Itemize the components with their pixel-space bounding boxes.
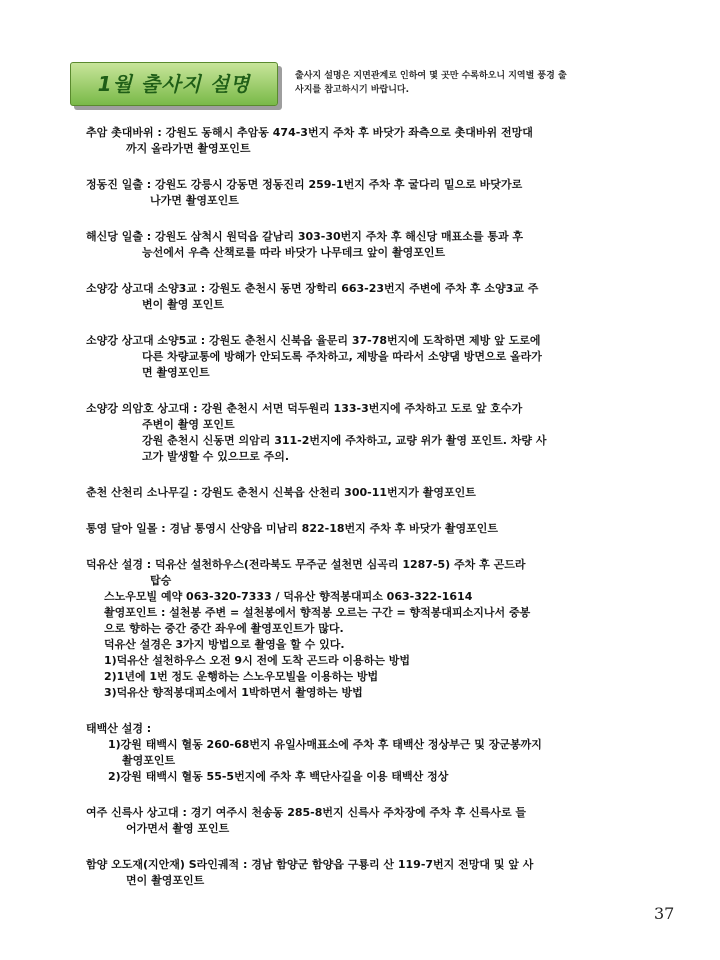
intro-note [295,69,655,97]
entry-line: 면 촬영포인트 [142,366,210,379]
entry-line: 능선에서 우측 산책로를 따라 바닷가 나무데크 앞이 촬영포인트 [142,246,446,259]
entry-line: 소양강 상고대 소양5교 : 강원도 춘천시 신북읍 율문리 37-78번지에 도착하면 제방 앞 도로에 [86,334,541,347]
entry-line: 까지 올라가면 촬영포인트 [126,142,251,155]
entry-line: 춘천 산천리 소나무길 : 강원도 춘천시 신북읍 산천리 300-11번지가 촬영포인트 [86,486,476,499]
entry-tongyeong [86,521,646,537]
entry-line: 2)강원 태백시 혈동 55-5번지에 주차 후 백단사길을 이용 태백산 정상 [108,770,449,783]
entry-line: 촬영포인트 [122,754,176,767]
entry-line: 추암 촛대바위 : 강원도 동해시 추암동 474-3번지 주차 후 바닷가 좌측으로 촛대바위 전망대 [86,126,533,139]
entry-line: 나가면 촬영포인트 [150,194,239,207]
entry-deogyusan [86,557,646,701]
entry-line: 2)1년에 1번 정도 운행하는 스노우모빌을 이용하는 방법 [104,670,379,683]
entry-line: 통영 달아 일몰 : 경남 통영시 산양읍 미남리 822-18번지 주차 후 바닷가 촬영포인트 [86,522,498,535]
entry-line: 1)덕유산 설천하우스 오전 9시 전에 도착 곤드라 이용하는 방법 [104,654,410,667]
entry-line: 소양강 상고대 소양3교 : 강원도 춘천시 동면 장학리 663-23번지 주변에 주차 후 소양3교 주 [86,282,539,295]
entry-line: 스노우모빌 예약 063-320-7333 / 덕유산 향적봉대피소 063-322-1614 [104,590,473,603]
entry-soyang3 [86,281,646,313]
entry-line: 1)강원 태백시 혈동 260-68번지 유일사매표소에 주차 후 태백산 정상부근 및 장군봉까지 [108,738,542,751]
entry-line: 촬영포인트 : 설천봉 주변 = 설천봉에서 향적봉 오르는 구간 = 향적봉대피소지나서 중봉 [104,606,531,619]
location-list [86,125,646,909]
entry-sancheonri [86,485,646,501]
entry-line: 3)덕유산 향적봉대피소에서 1박하면서 촬영하는 방법 [104,686,363,699]
banner-title: 1월 출사지 설명 [97,72,251,96]
title-banner [70,62,278,106]
entry-line: 주변이 촬영 포인트 [142,418,235,431]
entry-line: 탑승 [150,574,172,587]
entry-line: 태백산 설경 : [86,722,152,735]
entry-line: 면이 촬영포인트 [126,874,205,887]
entry-line: 변이 촬영 포인트 [142,298,225,311]
entry-silleuksa [86,805,646,837]
entry-chuam [86,125,646,157]
entry-line: 어가면서 촬영 포인트 [126,822,230,835]
entry-haesindang [86,229,646,261]
entry-line: 고가 발생할 수 있으므로 주의. [142,450,290,463]
entry-line: 해신당 일출 : 강원도 삼척시 원덕읍 갈남리 303-30번지 주차 후 해신당 매표소를 통과 후 [86,230,524,243]
entry-line: 강원 춘천시 신동면 의암리 311-2번지에 주차하고, 교량 위가 촬영 포인트. 차량 사 [142,434,547,447]
entry-line: 소양강 의암호 상고대 : 강원 춘천시 서면 덕두원리 133-3번지에 주차하고 도로 앞 호수가 [86,402,523,415]
entry-uiamho [86,401,646,465]
intro-line: 사지를 참고하시기 바랍니다. [295,85,410,95]
page-number: 37 [654,904,675,923]
entry-taebaeksan [86,721,646,785]
entry-soyang5 [86,333,646,381]
entry-line: 으로 향하는 중간 중간 좌우에 촬영포인트가 많다. [104,622,344,635]
entry-line: 덕유산 설경 : 덕유산 설천하우스(전라북도 무주군 설천면 심곡리 1287-5) 주차 후 곤드라 [86,558,526,571]
entry-line: 여주 신륵사 상고대 : 경기 여주시 천송동 285-8번지 신륵사 주차장에 주차 후 신륵사로 들 [86,806,527,819]
entry-line: 덕유산 설경은 3가지 방법으로 촬영을 할 수 있다. [104,638,345,651]
entry-odojae [86,857,646,889]
intro-line: 출사지 설명은 지면관계로 인하여 몇 곳만 수록하오니 지역별 풍경 출 [295,71,567,81]
entry-line: 다른 차량교통에 방해가 안되도록 주차하고, 제방을 따라서 소양댐 방면으로 올라가 [142,350,542,363]
entry-jeongdongjin [86,177,646,209]
entry-line: 함양 오도재(지안재) S라인궤적 : 경남 함양군 함양읍 구룡리 산 119-7번지 전망대 및 앞 사 [86,858,534,871]
entry-line: 정동진 일출 : 강원도 강릉시 강동면 정동진리 259-1번지 주차 후 굴다리 밑으로 바닷가로 [86,178,523,191]
